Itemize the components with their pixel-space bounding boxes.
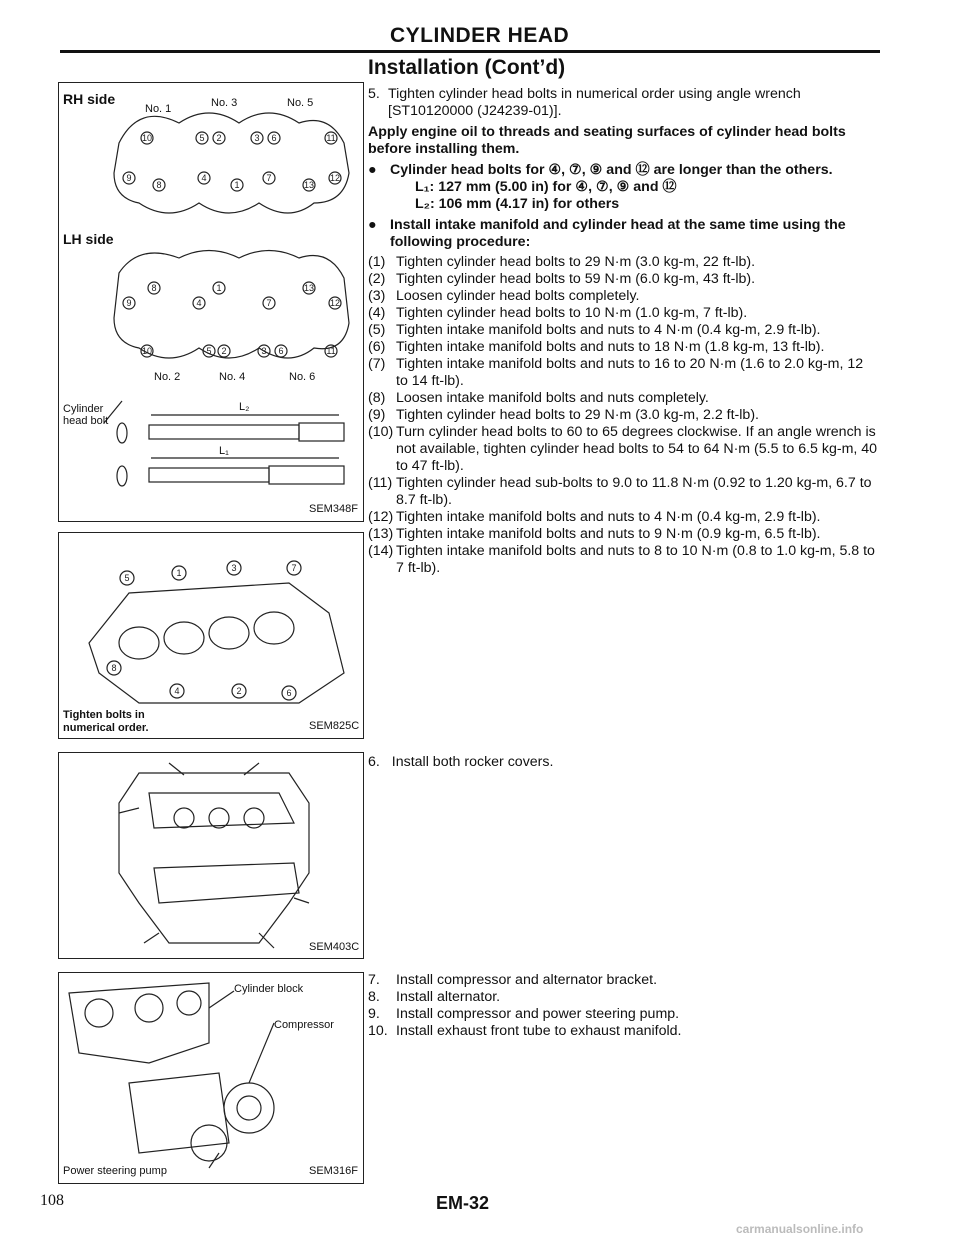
manifold-order-diagram xyxy=(59,533,363,738)
figure-bolt-order xyxy=(58,82,364,522)
step-5-content xyxy=(368,86,878,577)
substep-number: (6) xyxy=(368,339,386,355)
svg-text:2: 2 xyxy=(236,686,242,696)
substep-text: Tighten intake manifold bolts and nuts to 9 N·m (0.9 kg-m, 6.5 ft-lb). xyxy=(396,526,821,542)
svg-text:10: 10 xyxy=(141,133,153,143)
substep-text: Tighten cylinder head bolts to 59 N·m (6.0 kg-m, 43 ft-lb). xyxy=(396,271,756,287)
svg-text:7: 7 xyxy=(266,173,272,183)
figure-code: SEM825C xyxy=(309,720,360,732)
substep-number: (1) xyxy=(368,254,386,270)
substep-item xyxy=(368,322,878,339)
substep-number: (4) xyxy=(368,305,386,321)
warning-apply-oil: Apply engine oil to threads and seating surfaces of cylinder head bolts before installing them. xyxy=(368,124,846,157)
svg-text:3: 3 xyxy=(231,563,237,573)
substep-item xyxy=(368,475,878,509)
svg-text:12: 12 xyxy=(329,173,341,183)
svg-text:9: 9 xyxy=(126,298,132,308)
svg-text:12: 12 xyxy=(329,298,341,308)
bullet-longer-bolts xyxy=(368,162,878,179)
bullet-mark: ● xyxy=(368,217,377,233)
substep-number: (9) xyxy=(368,407,386,423)
figure-code: SEM403C xyxy=(309,941,360,953)
substep-item xyxy=(368,424,878,475)
svg-text:11: 11 xyxy=(326,346,336,356)
svg-text:1: 1 xyxy=(176,568,182,578)
svg-text:9: 9 xyxy=(126,173,132,183)
substep-number: (14) xyxy=(368,543,394,559)
no3-label: No. 3 xyxy=(211,97,238,109)
bolt-order-diagram xyxy=(59,83,363,521)
substep-item xyxy=(368,288,878,305)
svg-text:4: 4 xyxy=(196,298,202,308)
step-item xyxy=(368,989,878,1006)
lh-side-label: LH side xyxy=(63,231,114,247)
svg-text:13: 13 xyxy=(303,180,315,190)
substep-item xyxy=(368,305,878,322)
compressor-diagram xyxy=(59,973,363,1183)
svg-text:7: 7 xyxy=(291,563,297,573)
step-5-intro xyxy=(368,86,878,120)
step-number: 7. xyxy=(368,972,380,988)
svg-text:13: 13 xyxy=(303,283,315,293)
substep-number: (3) xyxy=(368,288,386,304)
step-text: Install exhaust front tube to exhaust manifold. xyxy=(396,1023,682,1039)
substep-text: Tighten cylinder head bolts to 29 N·m (3.0 kg-m, 22 ft-lb). xyxy=(396,254,756,270)
substep-item xyxy=(368,407,878,424)
cylinder-bolt-label-1: Cylinder xyxy=(63,403,104,415)
svg-text:11: 11 xyxy=(326,133,336,143)
figure-code: SEM316F xyxy=(309,1165,358,1177)
step-number: 9. xyxy=(368,1006,380,1022)
manifold-caption-2: numerical order. xyxy=(63,722,149,734)
substep-number: (10) xyxy=(368,424,394,440)
svg-text:3: 3 xyxy=(254,133,260,143)
bullet-mark: ● xyxy=(368,162,377,178)
step-item xyxy=(368,1023,878,1040)
svg-text:1: 1 xyxy=(216,283,222,293)
rh-side-label: RH side xyxy=(63,91,116,107)
watermark: carmanualsonline.info xyxy=(736,1222,864,1236)
bullet-install-procedure xyxy=(368,217,878,251)
svg-text:6: 6 xyxy=(286,688,292,698)
svg-text:6: 6 xyxy=(271,133,277,143)
svg-text:4: 4 xyxy=(201,173,207,183)
substep-list xyxy=(368,254,878,577)
step-number: 8. xyxy=(368,989,380,1005)
substep-number: (5) xyxy=(368,322,386,338)
substep-number: (7) xyxy=(368,356,386,372)
cylinder-bolt-label-2: head bolt xyxy=(63,415,109,427)
svg-text:5: 5 xyxy=(206,346,212,356)
substep-item xyxy=(368,254,878,271)
substep-text: Tighten intake manifold bolts and nuts to 18 N·m (1.8 kg-m, 13 ft-lb). xyxy=(396,339,825,355)
substep-item xyxy=(368,390,878,407)
page-number: 108 xyxy=(40,1192,64,1209)
svg-text:8: 8 xyxy=(151,283,157,293)
figure-code: SEM348F xyxy=(309,503,358,515)
page-header-title: CYLINDER HEAD xyxy=(390,24,570,47)
svg-text:3: 3 xyxy=(261,346,267,356)
bullet-text: Install intake manifold and cylinder head at the same time using the following procedure: xyxy=(390,217,846,250)
power-steering-label: Power steering pump xyxy=(63,1165,167,1177)
l2-label: L₂ xyxy=(239,401,250,413)
svg-text:2: 2 xyxy=(216,133,222,143)
bolt-length-l2: L₂: 106 mm (4.17 in) for others xyxy=(415,196,620,212)
substep-text: Tighten intake manifold bolts and nuts to 4 N·m (0.4 kg-m, 2.9 ft-lb). xyxy=(396,509,821,525)
substep-item xyxy=(368,339,878,356)
step-number: 10. xyxy=(368,1023,388,1039)
substep-number: (8) xyxy=(368,390,386,406)
substep-number: (12) xyxy=(368,509,394,525)
svg-text:2: 2 xyxy=(221,346,227,356)
svg-text:8: 8 xyxy=(111,663,117,673)
compressor-label: Compressor xyxy=(274,1019,334,1031)
cylinder-block-label: Cylinder block xyxy=(234,983,304,995)
substep-number: (2) xyxy=(368,271,386,287)
svg-text:1: 1 xyxy=(234,180,240,190)
substep-text: Loosen cylinder head bolts completely. xyxy=(396,288,640,304)
page-code: EM-32 xyxy=(436,1193,490,1213)
substep-text: Turn cylinder head bolts to 60 to 65 degrees clockwise. If an angle wrench is not available, tighten cylinder head bolts to 54 to 64 N·m (5.5 to 6.5 kg-m, 40 to 47 ft-lb). xyxy=(396,424,878,474)
no1-label: No. 1 xyxy=(145,103,172,115)
figure-compressor xyxy=(58,972,364,1184)
substep-item xyxy=(368,356,878,390)
step-text: Tighten cylinder head bolts in numerical order using angle wrench [ST10120000 (J24239-01)]. xyxy=(388,86,801,119)
substep-text: Tighten intake manifold bolts and nuts to 8 to 10 N·m (0.8 to 1.0 kg-m, 5.8 to 7 ft-lb). xyxy=(396,543,875,576)
no4-label: No. 4 xyxy=(219,371,246,383)
header-rule xyxy=(60,50,880,53)
substep-item xyxy=(368,509,878,526)
figure-manifold-order xyxy=(58,532,364,739)
figure-rocker-covers xyxy=(58,752,364,959)
step-number: 5. xyxy=(368,86,380,102)
substep-number: (11) xyxy=(368,475,393,491)
substep-text: Tighten intake manifold bolts and nuts to 4 N·m (0.4 kg-m, 2.9 ft-lb). xyxy=(396,322,821,338)
l1-label: L₁ xyxy=(219,445,229,457)
step-item xyxy=(368,972,878,989)
substep-text: Tighten cylinder head sub-bolts to 9.0 to 11.8 N·m (0.92 to 1.20 kg-m, 6.7 to 8.7 ft-lb). xyxy=(396,475,872,508)
svg-text:4: 4 xyxy=(174,686,180,696)
step-6 xyxy=(368,754,553,770)
substep-item xyxy=(368,271,878,288)
bullet-text: Cylinder head bolts for ④, ⑦, ⑨ and ⑫ are longer than the others. xyxy=(390,162,833,178)
substep-text: Tighten cylinder head bolts to 29 N·m (3.0 kg-m, 2.2 ft-lb). xyxy=(396,407,759,423)
bolt-length-l1: L₁: 127 mm (5.00 in) for ④, ⑦, ⑨ and ⑫ xyxy=(415,179,677,195)
substep-text: Tighten cylinder head bolts to 10 N·m (1.0 kg-m, 7 ft-lb). xyxy=(396,305,748,321)
step-text: Install both rocker covers. xyxy=(391,754,554,770)
substep-text: Tighten intake manifold bolts and nuts to 16 to 20 N·m (1.6 to 2.0 kg-m, 12 to 14 ft-lb). xyxy=(396,356,864,389)
no6-label: No. 6 xyxy=(289,371,316,383)
step-text: Install alternator. xyxy=(396,989,501,1005)
svg-text:5: 5 xyxy=(124,573,130,583)
svg-text:6: 6 xyxy=(278,346,284,356)
no5-label: No. 5 xyxy=(287,97,314,109)
step-number: 6. xyxy=(368,754,380,770)
svg-text:8: 8 xyxy=(156,180,162,190)
svg-text:5: 5 xyxy=(199,133,205,143)
step-text: Install compressor and alternator bracket. xyxy=(396,972,658,988)
svg-text:7: 7 xyxy=(266,298,272,308)
step-text: Install compressor and power steering pump. xyxy=(396,1006,680,1022)
section-title: Installation (Cont’d) xyxy=(368,56,566,79)
step-item xyxy=(368,1006,878,1023)
substep-number: (13) xyxy=(368,526,394,542)
no2-label: No. 2 xyxy=(154,371,181,383)
manifold-caption-1: Tighten bolts in xyxy=(63,709,145,721)
svg-text:10: 10 xyxy=(141,346,153,356)
substep-item xyxy=(368,526,878,543)
rocker-covers-diagram xyxy=(59,753,363,958)
substep-text: Loosen intake manifold bolts and nuts completely. xyxy=(396,390,709,406)
steps-7-to-10 xyxy=(368,972,878,1040)
substep-item xyxy=(368,543,878,577)
